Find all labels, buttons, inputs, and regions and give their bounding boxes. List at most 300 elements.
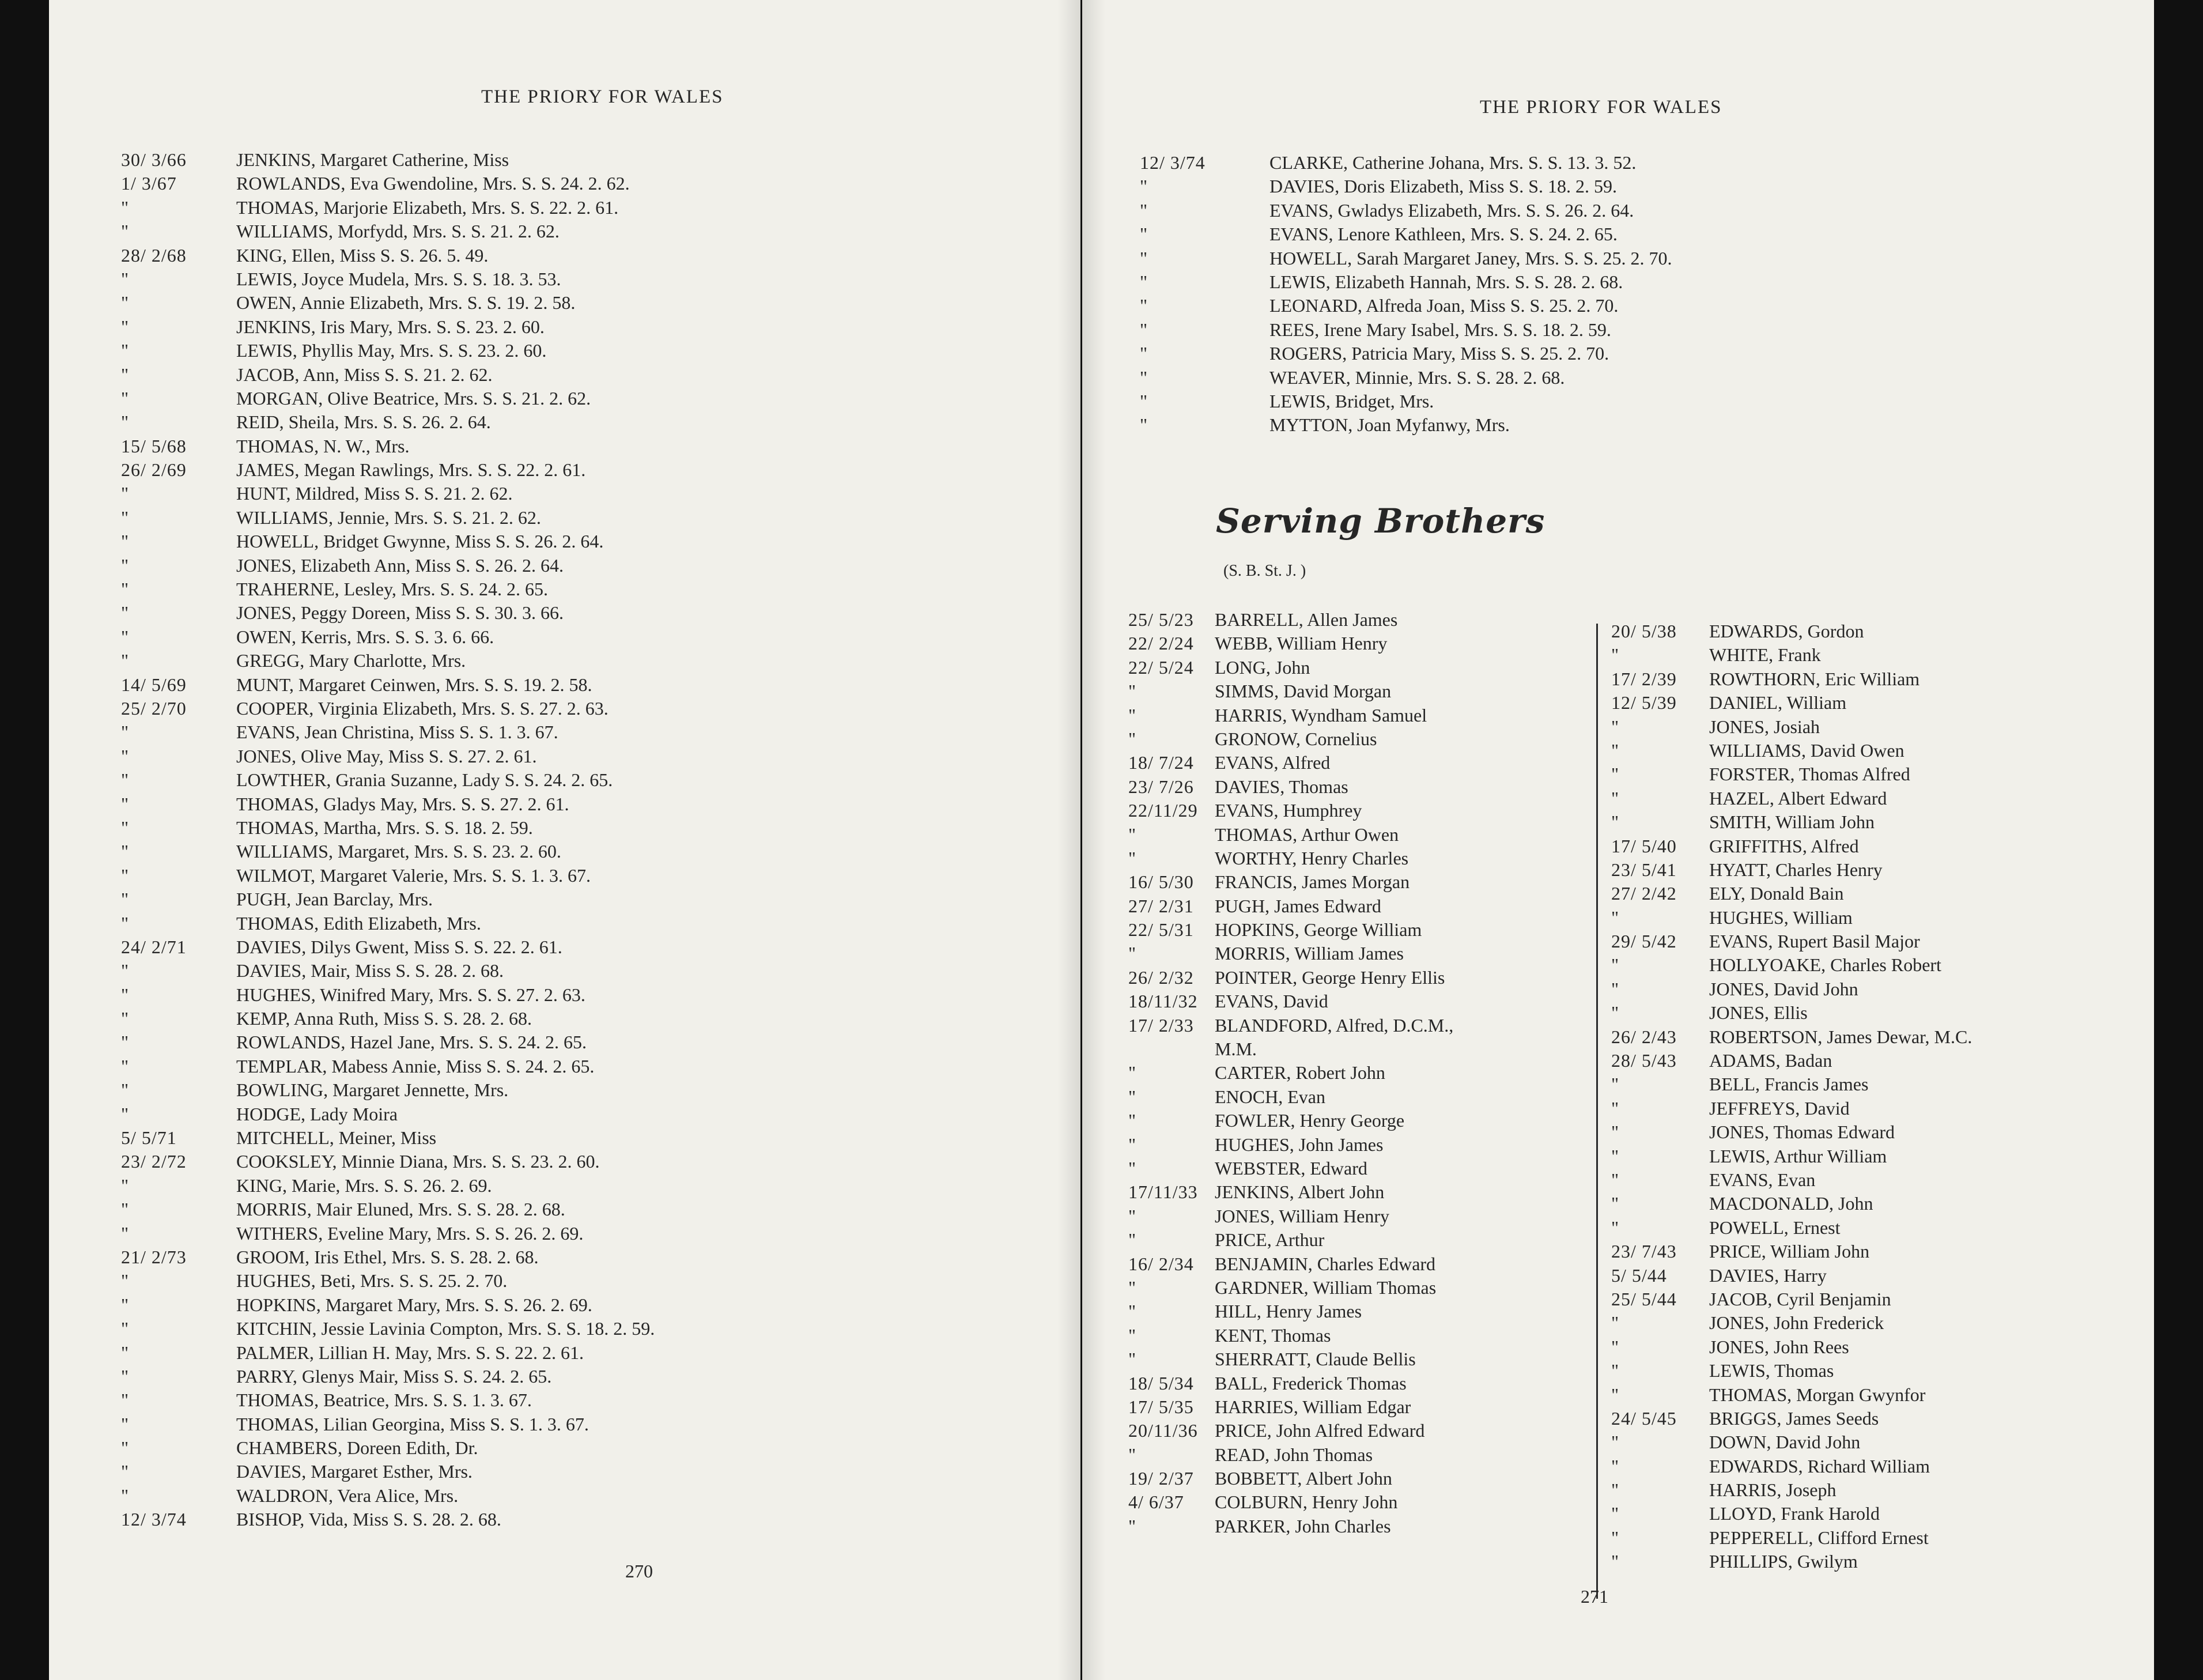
entry-date: " [1128,1062,1137,1083]
entry-name: M.M. [1215,1039,1257,1060]
entry-name: KING, Marie, Mrs. S. S. 26. 2. 69. [236,1175,492,1196]
entry-date: 25/ 5/44 [1611,1288,1677,1309]
entry-date: " [121,268,130,289]
entry-date: " [1611,1193,1620,1214]
entry-name: EVANS, Gwladys Elizabeth, Mrs. S. S. 26. 2. 64. [1269,199,1634,221]
entry-date: 23/ 2/72 [121,1151,187,1172]
entry-name: DANIEL, William [1709,692,1847,713]
entry-date: 22/11/29 [1128,800,1198,821]
entry-name: THOMAS, Morgan Gwynfor [1709,1384,1926,1405]
entry-date: 22/ 5/24 [1128,656,1194,678]
entry-date: " [121,364,130,385]
entry-name: JENKINS, Albert John [1215,1181,1385,1203]
entry-name: JONES, Peggy Doreen, Miss S. S. 30. 3. 66. [236,602,564,624]
entry-date: " [1611,1312,1620,1334]
entry-date: " [1128,1444,1137,1465]
entry-date: " [121,1199,130,1220]
entry-date: " [1128,1301,1137,1322]
entry-date: 25/ 5/23 [1128,609,1194,630]
entry-date: " [121,984,130,1005]
entry-date: 22/ 5/31 [1128,919,1194,941]
entry-name: THOMAS, Marjorie Elizabeth, Mrs. S. S. 22. 2. 61. [236,197,619,218]
right-page-number: 271 [1581,1586,1608,1607]
entry-date: 17/ 5/40 [1611,835,1677,856]
entry-name: BARRELL, Allen James [1215,609,1398,630]
entry-name: DAVIES, Harry [1709,1264,1827,1286]
entry-name: LLOYD, Frank Harold [1709,1503,1880,1524]
entry-name: DAVIES, Thomas [1215,776,1348,797]
entry-date: " [121,197,130,218]
entry-name: ADAMS, Badan [1709,1050,1832,1071]
entry-date: " [121,1342,130,1363]
entry-name: WILLIAMS, Jennie, Mrs. S. S. 21. 2. 62. [236,507,541,528]
entry-name: SMITH, William John [1709,811,1875,833]
entry-name: ROBERTSON, James Dewar, M.C. [1709,1026,1973,1047]
entry-name: MACDONALD, John [1709,1193,1873,1214]
entry-name: HARRIES, William Edgar [1215,1396,1411,1417]
entry-date: " [1140,390,1148,411]
entry-date: 28/ 5/43 [1611,1050,1677,1071]
entry-date: " [1611,1479,1620,1501]
entry-date: " [121,554,130,576]
entry-name: FOWLER, Henry George [1215,1110,1405,1131]
entry-name: GRONOW, Cornelius [1215,728,1377,749]
entry-date: 22/ 2/24 [1128,633,1194,654]
entry-date: 5/ 5/71 [121,1127,177,1149]
entry-date: " [121,387,130,409]
entry-date: " [121,1413,130,1434]
entry-date: 15/ 5/68 [121,435,187,456]
entry-date: 12/ 3/74 [1140,152,1206,173]
entry-date: 29/ 5/42 [1611,931,1677,952]
right-page-header: THE PRIORY FOR WALES [1480,97,1722,118]
entry-name: WALDRON, Vera Alice, Mrs. [236,1485,459,1506]
entry-name: BRIGGS, James Seeds [1709,1407,1879,1429]
entry-date: 23/ 7/43 [1611,1241,1677,1262]
entry-date: " [1140,247,1148,269]
entry-date: " [1611,1336,1620,1357]
entry-name: KEMP, Anna Ruth, Miss S. S. 28. 2. 68. [236,1008,532,1029]
entry-name: LEWIS, Arthur William [1709,1145,1887,1166]
entry-name: KITCHIN, Jessie Lavinia Compton, Mrs. S. S. 18. 2. 59. [236,1318,655,1339]
entry-date: 12/ 5/39 [1611,692,1677,713]
entry-date: " [1128,943,1137,964]
entry-name: JONES, John Rees [1709,1336,1849,1357]
entry-name: HOLLYOAKE, Charles Robert [1709,954,1941,976]
entry-date: 16/ 2/34 [1128,1253,1194,1274]
entry-date: 20/ 5/38 [1611,621,1677,641]
entry-date: 14/ 5/69 [121,674,187,695]
entry-name: EVANS, Jean Christina, Miss S. S. 1. 3. 67. [236,722,558,743]
entry-name: EVANS, Humphrey [1215,800,1362,821]
entry-date: 28/ 2/68 [121,244,187,266]
entry-name: THOMAS, Edith Elizabeth, Mrs. [236,912,481,934]
entry-name: HAZEL, Albert Edward [1709,787,1887,809]
entry-name: HUGHES, Winifred Mary, Mrs. S. S. 27. 2. 63. [236,984,585,1005]
entry-date: 26/ 2/43 [1611,1026,1677,1047]
entry-date: 30/ 3/66 [121,149,187,170]
entry-name: GARDNER, William Thomas [1215,1277,1437,1298]
entry-date: " [1611,716,1620,737]
entry-date: " [1611,644,1620,666]
entry-name: EVANS, Lenore Kathleen, Mrs. S. S. 24. 2. 65. [1269,224,1618,245]
entry-date: 25/ 2/70 [121,697,187,719]
entry-name: LEWIS, Bridget, Mrs. [1269,390,1434,411]
entry-name: EVANS, Alfred [1215,752,1331,773]
entry-name: JAMES, Megan Rawlings, Mrs. S. S. 22. 2. 61. [236,459,586,481]
entry-date: " [1140,224,1148,245]
entry-name: JONES, Ellis [1709,1002,1808,1024]
entry-date: " [1128,824,1137,845]
entry-name: FRANCIS, James Morgan [1215,871,1410,893]
entry-date: " [1140,367,1148,388]
entry-name: WEBSTER, Edward [1215,1157,1367,1179]
entry-name: DOWN, David John [1709,1432,1861,1453]
entry-date: 19/ 2/37 [1128,1468,1194,1489]
entry-name: THOMAS, Gladys May, Mrs. S. S. 27. 2. 61. [236,793,569,814]
entry-name: MUNT, Margaret Ceinwen, Mrs. S. S. 19. 2. 58. [236,674,592,695]
entry-name: JONES, Elizabeth Ann, Miss S. S. 26. 2. 64. [236,554,564,576]
entry-date: 27/ 2/42 [1611,883,1677,904]
entry-date: " [1611,1503,1620,1524]
entry-name: HARRIS, Wyndham Samuel [1215,704,1427,726]
entry-date: " [1611,1145,1620,1166]
entry-name: MYTTON, Joan Myfanwy, Mrs. [1269,414,1510,436]
entry-name: HOPKINS, George William [1215,919,1422,941]
entry-date: " [1128,1110,1137,1131]
entry-date: " [121,483,130,504]
entry-date: " [121,316,130,337]
entry-name: BISHOP, Vida, Miss S. S. 28. 2. 68. [236,1509,501,1530]
entry-name: HUGHES, John James [1215,1134,1384,1155]
entry-name: DAVIES, Margaret Esther, Mrs. [236,1461,473,1482]
entry-name: OWEN, Kerris, Mrs. S. S. 3. 6. 66. [236,626,494,647]
entry-date: " [121,1270,130,1292]
entry-name: FORSTER, Thomas Alfred [1709,764,1910,785]
entry-date: " [1128,1205,1137,1226]
entry-date: " [1611,1169,1620,1190]
entry-name: MORGAN, Olive Beatrice, Mrs. S. S. 21. 2. 62. [236,387,591,409]
entry-date: " [121,1365,130,1387]
entry-name: ROWLANDS, Eva Gwendoline, Mrs. S. S. 24. 2. 62. [236,173,630,194]
entry-date: " [1140,176,1148,197]
entry-name: BOBBETT, Albert John [1215,1468,1392,1489]
left-page-header: THE PRIORY FOR WALES [481,86,724,107]
entry-date: " [1611,907,1620,928]
left-page-number: 270 [625,1561,653,1581]
entry-date: " [121,1222,130,1244]
entry-date: " [1611,739,1620,761]
entry-name: WEBB, William Henry [1215,633,1388,654]
entry-date: " [1611,1074,1620,1095]
entry-date: " [1128,728,1137,749]
entry-date: " [1611,1527,1620,1548]
entry-name: HUGHES, Beti, Mrs. S. S. 25. 2. 70. [236,1270,508,1292]
entry-date: " [1611,1002,1620,1024]
right-page [1082,0,2154,1680]
entry-name: CLARKE, Catherine Johana, Mrs. S. S. 13. 3. 52. [1269,152,1637,173]
entry-date: " [121,1461,130,1482]
entry-name: SIMMS, David Morgan [1215,681,1392,702]
entry-name: JONES, Thomas Edward [1709,1122,1895,1143]
entry-name: KENT, Thomas [1215,1324,1331,1346]
entry-date: " [1128,704,1137,726]
entry-name: PARKER, John Charles [1215,1515,1391,1536]
entry-name: DAVIES, Mair, Miss S. S. 28. 2. 68. [236,960,504,981]
entry-date: " [1611,764,1620,785]
entry-date: " [1611,1432,1620,1453]
entry-date: " [1140,295,1148,316]
entry-name: PRICE, William John [1709,1241,1870,1262]
entry-name: JONES, David John [1709,978,1858,999]
entry-name: WILMOT, Margaret Valerie, Mrs. S. S. 1. 3. 67. [236,864,591,886]
entry-name: JONES, Josiah [1709,716,1820,737]
entry-name: DAVIES, Dilys Gwent, Miss S. S. 22. 2. 61. [236,936,562,957]
entry-date: " [1128,1134,1137,1155]
entry-name: LEWIS, Joyce Mudela, Mrs. S. S. 18. 3. 53. [236,268,561,289]
section-title: Serving Brothers [1216,501,1545,541]
entry-date: " [1611,978,1620,999]
entry-date: " [1128,1324,1137,1346]
entry-date: " [121,340,130,361]
entry-name: HOWELL, Sarah Margaret Janey, Mrs. S. S. 25. 2. 70. [1269,247,1672,269]
entry-date: " [121,626,130,647]
entry-date: " [121,1055,130,1077]
entry-name: ELY, Donald Bain [1709,883,1844,904]
entry-date: " [121,912,130,934]
entry-date: 27/ 2/31 [1128,895,1194,916]
entry-date: " [1611,811,1620,833]
entry-date: " [121,602,130,624]
entry-date: 17/ 2/39 [1611,668,1677,689]
entry-date: " [121,1390,130,1411]
entry-date: " [1128,847,1137,869]
entry-date: " [1611,1360,1620,1381]
entry-date: 4/ 6/37 [1128,1492,1184,1513]
entry-date: " [1140,199,1148,221]
entry-name: TRAHERNE, Lesley, Mrs. S. S. 24. 2. 65. [236,579,549,600]
entry-date: " [121,1103,130,1124]
entry-date: " [121,411,130,433]
entry-name: EVANS, Evan [1709,1169,1816,1190]
entry-name: LEONARD, Alfreda Joan, Miss S. S. 25. 2. 70. [1269,295,1619,316]
entry-date: " [1611,954,1620,976]
entry-date: " [1128,1349,1137,1370]
entry-date: 17/11/33 [1128,1181,1198,1203]
entry-name: BLANDFORD, Alfred, D.C.M., [1215,1014,1454,1036]
entry-name: HYATT, Charles Henry [1709,859,1883,880]
entry-name: PARRY, Glenys Mair, Miss S. S. 24. 2. 65. [236,1365,552,1387]
entry-name: MITCHELL, Meiner, Miss [236,1127,437,1149]
entry-name: EDWARDS, Gordon [1709,621,1864,641]
entry-date: 18/ 7/24 [1128,752,1194,773]
entry-name: JENKINS, Margaret Catherine, Miss [236,149,509,170]
entry-date: 21/ 2/73 [121,1246,187,1267]
section-subtitle: (S. B. St. J. ) [1223,562,1306,580]
entry-name: THOMAS, N. W., Mrs. [236,435,410,456]
entry-date: " [1611,1455,1620,1477]
entry-name: REES, Irene Mary Isabel, Mrs. S. S. 18. 2. 59. [1269,319,1611,340]
entry-date: " [121,1294,130,1315]
entry-name: OWEN, Annie Elizabeth, Mrs. S. S. 19. 2. 58. [236,292,576,314]
entry-name: WEAVER, Minnie, Mrs. S. S. 28. 2. 68. [1269,367,1565,388]
entry-name: PEPPERELL, Clifford Ernest [1709,1527,1929,1548]
entry-name: POWELL, Ernest [1709,1217,1841,1238]
entry-name: JEFFREYS, David [1709,1097,1850,1119]
entry-name: PRICE, Arthur [1215,1229,1325,1251]
entry-name: TEMPLAR, Mabess Annie, Miss S. S. 24. 2. 65. [236,1055,595,1077]
entry-name: COLBURN, Henry John [1215,1492,1398,1513]
entry-date: " [121,1079,130,1101]
entry-name: HOPKINS, Margaret Mary, Mrs. S. S. 26. 2. 69. [236,1294,592,1315]
entry-date: " [1140,343,1148,364]
entry-name: BELL, Francis James [1709,1074,1869,1095]
entry-name: EVANS, Rupert Basil Major [1709,931,1920,952]
entry-date: " [1611,1384,1620,1405]
entry-name: POINTER, George Henry Ellis [1215,967,1445,988]
entry-date: " [121,1032,130,1053]
entry-name: KING, Ellen, Miss S. S. 26. 5. 49. [236,244,489,266]
entry-date: 18/ 5/34 [1128,1372,1194,1394]
entry-date: " [1128,1157,1137,1179]
entry-date: 1/ 3/67 [121,173,177,194]
entry-date: " [1128,1086,1137,1107]
entry-name: BOWLING, Margaret Jennette, Mrs. [236,1079,509,1101]
entry-date: 23/ 7/26 [1128,776,1194,797]
entry-name: WHITE, Frank [1709,644,1821,666]
entry-name: HUGHES, William [1709,907,1853,928]
entry-date: " [121,1175,130,1196]
entry-date: 24/ 2/71 [121,936,187,957]
entry-name: COOPER, Virginia Elizabeth, Mrs. S. S. 27. 2. 63. [236,697,609,719]
entry-name: PUGH, James Edward [1215,895,1381,916]
entry-date: " [121,292,130,314]
entry-date: 17/ 5/35 [1128,1396,1194,1417]
entry-date: " [121,841,130,862]
entry-name: HODGE, Lady Moira [236,1103,398,1124]
entry-name: MORRIS, Mair Eluned, Mrs. S. S. 28. 2. 68. [236,1199,565,1220]
entry-name: MORRIS, William James [1215,943,1404,964]
entry-date: " [121,817,130,838]
entry-name: CHAMBERS, Doreen Edith, Dr. [236,1437,478,1459]
gutter-shadow [1057,0,1080,1680]
entry-name: LEWIS, Phyllis May, Mrs. S. S. 23. 2. 60. [236,340,547,361]
entry-date: " [121,864,130,886]
entry-name: GREGG, Mary Charlotte, Mrs. [236,650,466,671]
entry-name: WILLIAMS, Margaret, Mrs. S. S. 23. 2. 60. [236,841,561,862]
entry-name: COOKSLEY, Minnie Diana, Mrs. S. S. 23. 2. 60. [236,1151,600,1172]
entry-date: " [1128,1277,1137,1298]
entry-name: THOMAS, Beatrice, Mrs. S. S. 1. 3. 67. [236,1390,532,1411]
entry-name: THOMAS, Arthur Owen [1215,824,1399,845]
entry-name: THOMAS, Martha, Mrs. S. S. 18. 2. 59. [236,817,533,838]
entry-name: LOWTHER, Grania Suzanne, Lady S. S. 24. 2. 65. [236,769,613,791]
entry-date: " [1611,787,1620,809]
entry-date: 17/ 2/33 [1128,1014,1194,1036]
entry-date: " [121,531,130,552]
entry-name: ROGERS, Patricia Mary, Miss S. S. 25. 2. 70. [1269,343,1609,364]
entry-date: " [1128,681,1137,702]
entry-date: 18/11/32 [1128,991,1198,1012]
entry-name: LEWIS, Thomas [1709,1360,1834,1381]
entry-name: GROOM, Iris Ethel, Mrs. S. S. 28. 2. 68. [236,1246,539,1267]
entry-date: " [1611,1122,1620,1143]
entry-date: " [1140,319,1148,340]
entry-date: " [121,1008,130,1029]
entry-name: JONES, William Henry [1215,1205,1389,1226]
entry-name: JONES, Olive May, Miss S. S. 27. 2. 61. [236,745,537,767]
entry-name: PALMER, Lillian H. May, Mrs. S. S. 22. 2. 61. [236,1342,584,1363]
gutter-shadow [1082,0,1105,1680]
entry-name: SHERRATT, Claude Bellis [1215,1349,1416,1370]
entry-name: BALL, Frederick Thomas [1215,1372,1407,1394]
entry-name: PUGH, Jean Barclay, Mrs. [236,889,433,910]
entry-date: " [121,650,130,671]
entry-name: EDWARDS, Richard William [1709,1455,1930,1477]
entry-name: JACOB, Ann, Miss S. S. 21. 2. 62. [236,364,493,385]
entry-name: ENOCH, Evan [1215,1086,1325,1107]
entry-date: " [121,722,130,743]
entry-date: 23/ 5/41 [1611,859,1677,880]
entry-date: " [1128,1515,1137,1536]
entry-name: HILL, Henry James [1215,1301,1362,1322]
entry-name: WORTHY, Henry Charles [1215,847,1409,869]
left-page [49,0,1080,1680]
entry-date: " [121,579,130,600]
entry-name: PRICE, John Alfred Edward [1215,1420,1425,1441]
entry-date: 5/ 5/44 [1611,1264,1667,1286]
entry-name: THOMAS, Lilian Georgina, Miss S. S. 1. 3. 67. [236,1413,589,1434]
entry-name: READ, John Thomas [1215,1444,1373,1465]
entry-name: JACOB, Cyril Benjamin [1709,1288,1891,1309]
entry-date: " [1140,414,1148,436]
entry-date: 16/ 5/30 [1128,871,1194,893]
entry-date: 20/11/36 [1128,1420,1198,1441]
entry-name: LEWIS, Elizabeth Hannah, Mrs. S. S. 28. 2. 68. [1269,271,1623,292]
entry-date: " [1611,1217,1620,1238]
entry-date: " [1611,1551,1620,1572]
column-divider [1596,624,1598,1599]
entry-name: HARRIS, Joseph [1709,1479,1837,1501]
entry-name: WILLIAMS, Morfydd, Mrs. S. S. 21. 2. 62. [236,221,560,242]
entry-date: " [121,889,130,910]
entry-date: 24/ 5/45 [1611,1407,1677,1429]
entry-date: " [121,960,130,981]
entry-date: " [121,1437,130,1459]
entry-date: " [1128,1229,1137,1251]
entry-name: EVANS, David [1215,991,1328,1012]
entry-date: " [121,793,130,814]
entry-name: GRIFFITHS, Alfred [1709,835,1859,856]
entry-name: PHILLIPS, Gwilym [1709,1551,1858,1572]
entry-name: DAVIES, Doris Elizabeth, Miss S. S. 18. 2. 59. [1269,176,1617,197]
entry-name: WITHERS, Eveline Mary, Mrs. S. S. 26. 2. 69. [236,1222,584,1244]
entry-date: " [121,1318,130,1339]
entry-date: " [121,769,130,791]
entry-name: JONES, John Frederick [1709,1312,1884,1334]
entry-name: ROWLANDS, Hazel Jane, Mrs. S. S. 24. 2. 65. [236,1032,587,1053]
entry-date: " [121,1485,130,1506]
entry-name: LONG, John [1215,656,1310,678]
entry-name: HUNT, Mildred, Miss S. S. 21. 2. 62. [236,483,513,504]
entry-name: BENJAMIN, Charles Edward [1215,1253,1436,1274]
entry-name: JENKINS, Iris Mary, Mrs. S. S. 23. 2. 60. [236,316,545,337]
entry-date: " [1140,271,1148,292]
entry-name: WILLIAMS, David Owen [1709,739,1905,761]
entry-date: " [1611,1097,1620,1119]
entry-date: 12/ 3/74 [121,1509,187,1530]
entry-date: 26/ 2/32 [1128,967,1194,988]
